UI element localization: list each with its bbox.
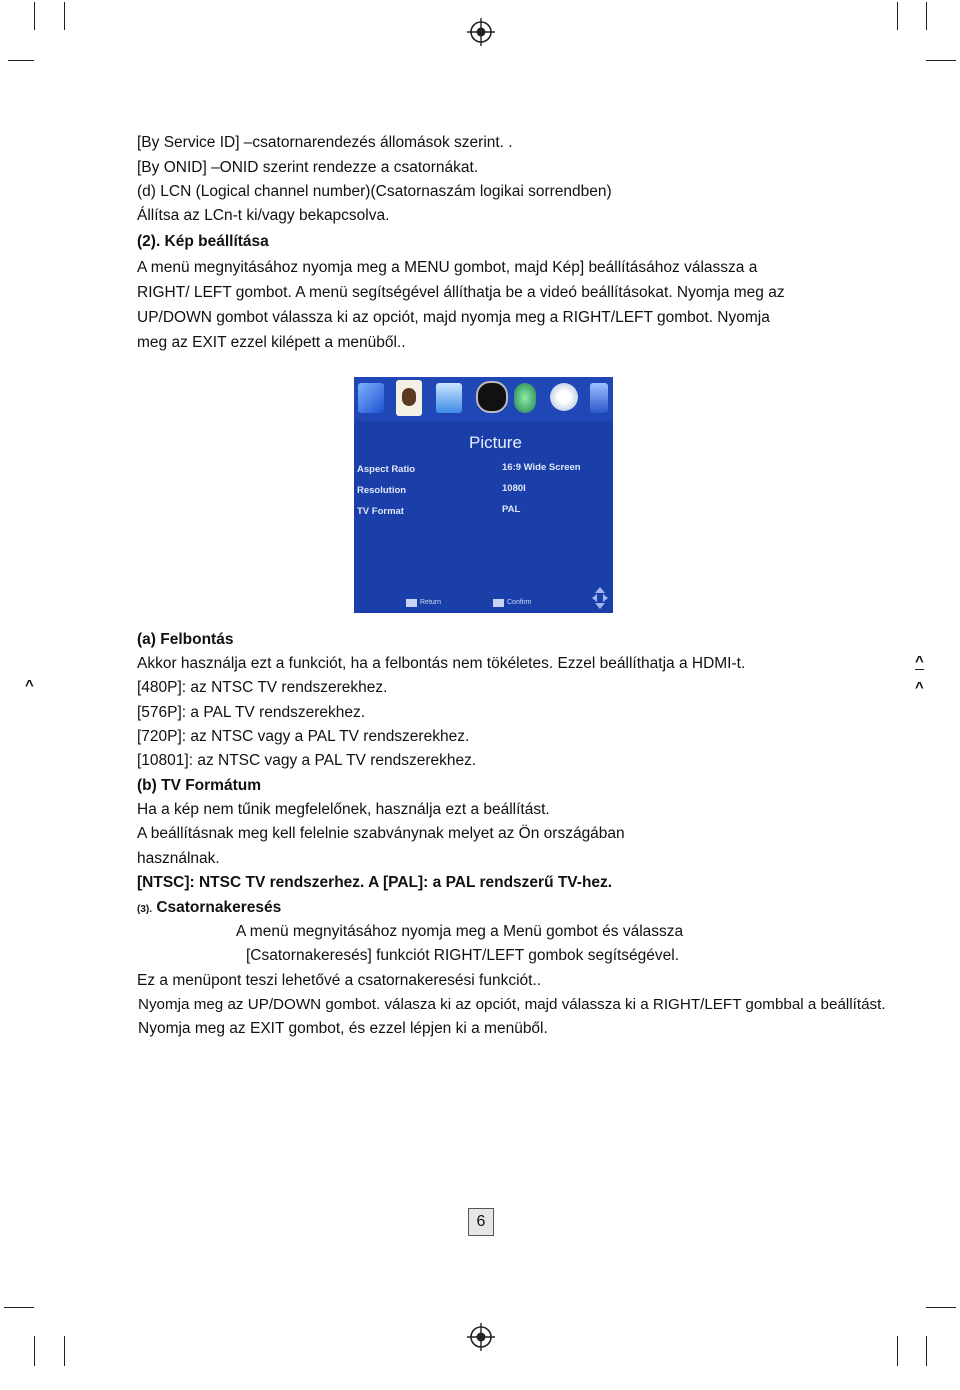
text-line: meg az EXIT ezzel kilépett a menüből.. (137, 334, 406, 351)
text-line: Állítsa az LCn-t ki/vagy bekapcsolva. (137, 207, 390, 224)
globe-icon (514, 383, 536, 413)
text-line: Ha a kép nem tűnik megfelelőnek, használja ezt a beállítást. (137, 801, 550, 818)
text-line: Nyomja meg az UP/DOWN gombot. válasza ki az opciót, majd válassza ki a RIGHT/LEFT gombbal a beállítást. (138, 996, 886, 1013)
text-line: Ez a menüpont teszi lehetővé a csatornakeresési funkciót.. (137, 972, 542, 989)
section-heading: (2). Kép beállítása (137, 233, 269, 250)
text-line: [480P]: az NTSC TV rendszerekhez. (137, 679, 388, 696)
menu-label: Aspect Ratio (357, 464, 416, 475)
section-heading: (a) Felbontás (137, 631, 234, 648)
section-number: (3). (137, 904, 152, 915)
settings-icon (550, 383, 578, 411)
margin-caret: ^ (915, 679, 924, 696)
usb-icon (590, 383, 608, 413)
menu-label: Resolution (357, 485, 407, 496)
menu-label: TV Format (357, 506, 404, 517)
exit-key-icon (406, 599, 417, 607)
section-heading: (b) TV Formátum (137, 777, 261, 794)
channel-icon (358, 383, 384, 413)
text-line: Akkor használja ezt a funkciót, ha a felbontás nem tökéletes. Ezzel beállíthatja a HDMI-t. (137, 655, 746, 672)
text-line: RIGHT/ LEFT gombot. A menü segítségével állíthatja be a videó beállításokat. Nyomja meg az (137, 284, 785, 301)
text-line: [10801]: az NTSC vagy a PAL TV rendszerekhez. (137, 752, 477, 769)
registration-mark-icon (466, 17, 496, 47)
menu-title: Picture (469, 433, 522, 452)
text-line: használnak. (137, 850, 220, 867)
text-line: A menü megnyitásához nyomja meg a Menü gombot és válassza (236, 923, 684, 940)
text-line: UP/DOWN gombot válassza ki az opciót, majd nyomja meg a RIGHT/LEFT gombot. Nyomja (137, 309, 770, 326)
text-line: A beállításnak meg kell felelnie szabványnak melyet az Ön országában (137, 825, 625, 842)
navigation-arrows-icon (591, 586, 609, 610)
menu-value: 16:9 Wide Screen (502, 462, 581, 473)
text-line: [576P]: a PAL TV rendszerekhez. (137, 704, 366, 721)
tv-icon (436, 383, 462, 413)
section-title: Csatornakeresés (156, 899, 282, 916)
text-line: [720P]: az NTSC vagy a PAL TV rendszerekhez. (137, 728, 470, 745)
menu-value: PAL (502, 504, 521, 515)
text-line: [NTSC]: NTSC TV rendszerhez. A [PAL]: a PAL rendszerű TV-hez. (137, 874, 613, 891)
menu-value: 1080I (502, 483, 526, 494)
text-line: Nyomja meg az EXIT gombot, és ezzel lépjen ki a menüből. (138, 1020, 548, 1037)
footer-confirm: Confirm (507, 599, 532, 606)
text-line: (d) LCN (Logical channel number)(Csatornaszám logikai sorrendben) (137, 183, 612, 200)
page-number: 6 (468, 1208, 494, 1236)
text-line: [By Service ID] –csatornarendezés állomások szerint. . (137, 134, 513, 151)
registration-mark-icon (466, 1322, 496, 1352)
ok-key-icon (493, 599, 504, 607)
margin-caret: ^ (915, 653, 924, 670)
text-line: [Csatornakeresés] funkciót RIGHT/LEFT gombok segítségével. (246, 947, 680, 964)
margin-caret: ^ (25, 677, 34, 694)
footer-return: Return (420, 599, 442, 606)
clock-icon (476, 381, 508, 413)
picture-menu-screenshot (354, 377, 613, 613)
picture-icon (396, 380, 422, 416)
text-line: A menü megnyitásához nyomja meg a MENU gombot, majd Kép] beállításához válassza a (137, 259, 758, 276)
text-line: [By ONID] –ONID szerint rendezze a csatornákat. (137, 159, 479, 176)
section-heading (137, 898, 281, 920)
